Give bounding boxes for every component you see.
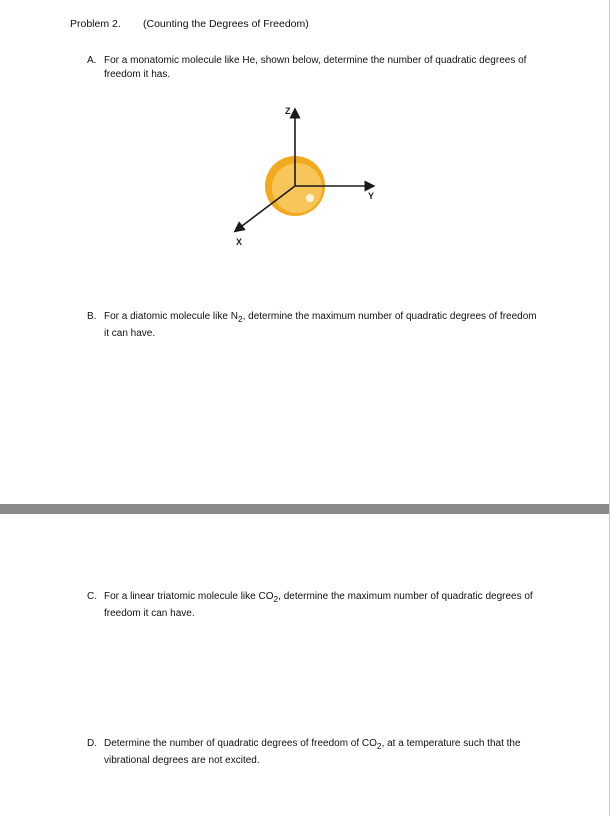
z-axis-label: Z — [285, 106, 291, 116]
helium-atom-figure — [225, 100, 385, 250]
question-a — [87, 54, 544, 81]
subscript: 2 — [237, 314, 243, 324]
problem-header — [70, 18, 309, 30]
atom-body — [272, 163, 322, 213]
question-letter: C. — [87, 591, 97, 602]
atom-highlight — [306, 194, 314, 202]
question-letter: A. — [87, 55, 97, 66]
question-c — [87, 590, 544, 620]
question-letter: B. — [87, 311, 97, 322]
y-axis-label: Y — [368, 191, 375, 201]
page-separator — [0, 504, 610, 514]
question-b — [87, 310, 544, 340]
subscript: 2 — [376, 741, 382, 751]
question-text: Determine the number of quadratic degrees of freedom of $CO_2$, at a temperature such that the vibrational degrees are not excited. — [104, 738, 521, 766]
question-text: For a diatomic molecule like $N_2$, determine the maximum number of quadratic degrees of freedom it can have. — [104, 311, 537, 339]
problem-number: Problem 2. — [70, 18, 121, 30]
question-text: For a monatomic molecule like He, shown below, determine the number of quadratic degrees of freedom it has. — [104, 55, 527, 80]
question-letter: D. — [87, 738, 97, 749]
problem-title: (Counting the Degrees of Freedom) — [143, 18, 309, 30]
subscript: 2 — [273, 594, 279, 604]
page-2 — [0, 514, 610, 816]
x-axis-label: X — [236, 237, 243, 247]
question-d — [87, 737, 544, 767]
question-text: For a linear triatomic molecule like $CO_2$, determine the maximum number of quadratic degrees of freedom it can have. — [104, 591, 533, 619]
